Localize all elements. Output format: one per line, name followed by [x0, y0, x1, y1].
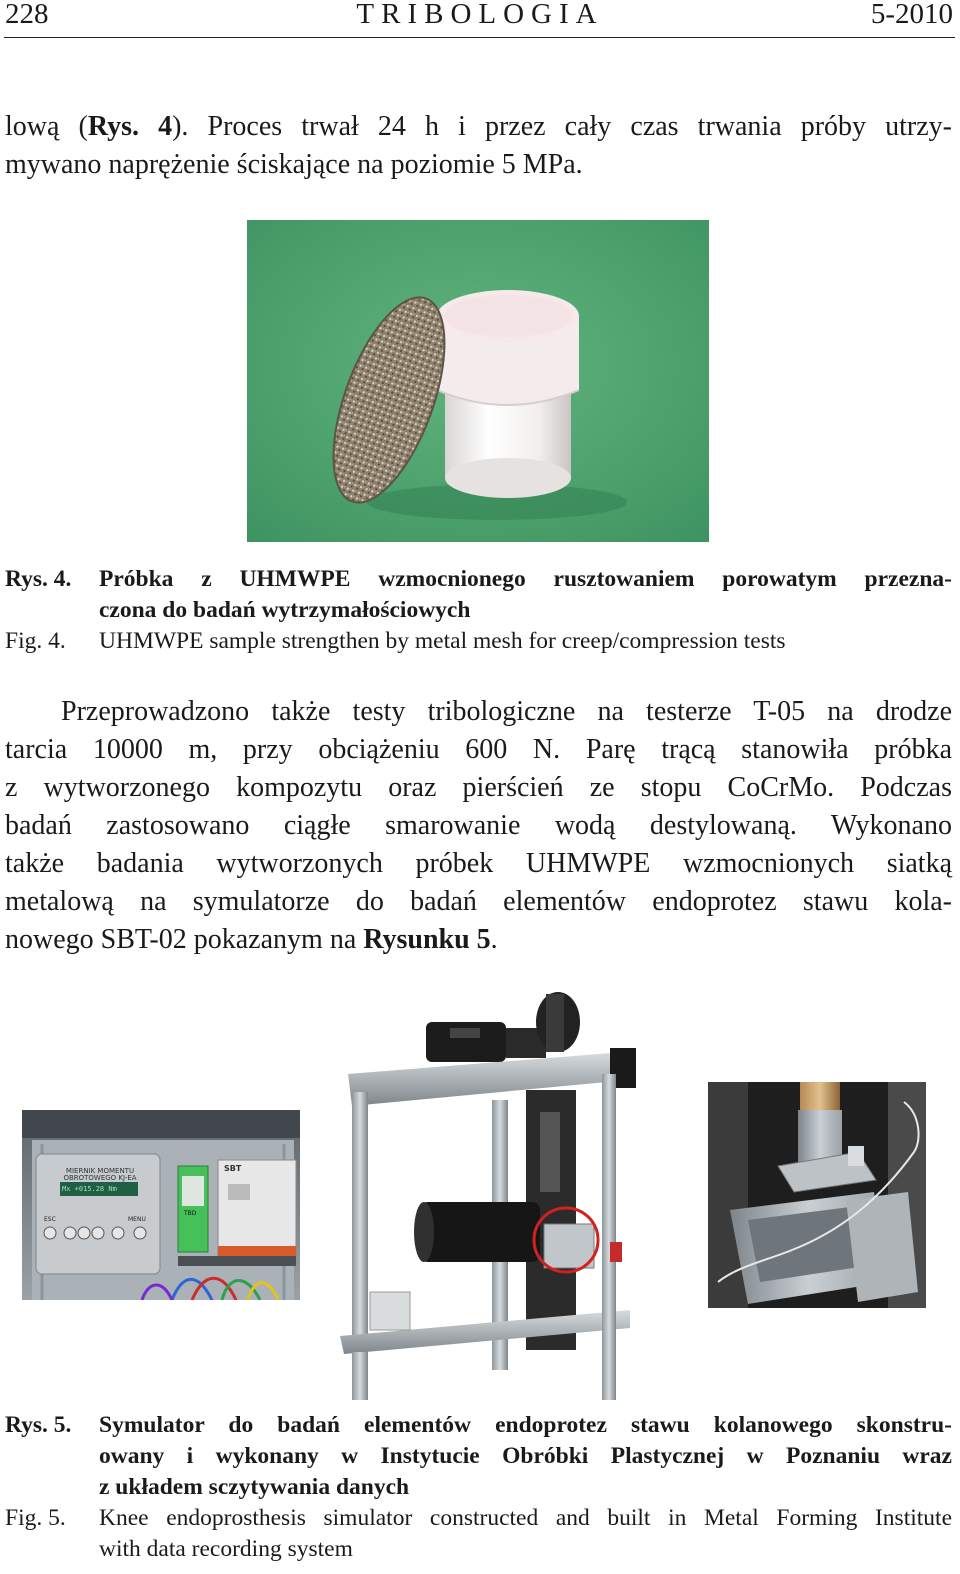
- journal-title: TRIBOLOGIA: [356, 0, 604, 30]
- figure-5-pl-label: Rys. 5.: [5, 1412, 72, 1438]
- main-line-2: tarcia 10000 m, przy obciążeniu 600 N. Parę trącą stanowiła próbka: [5, 734, 952, 765]
- figure-5-closeup-photo: [708, 1082, 926, 1308]
- intro-paragraph: [5, 108, 952, 184]
- closeup-image: [708, 1082, 926, 1308]
- meter-key-menu: MENU: [128, 1216, 146, 1223]
- meter-display: Mx +015.28 Nm: [62, 1185, 117, 1193]
- figure-4-en-caption: UHMWPE sample strengthen by metal mesh for creep/compression tests: [99, 628, 786, 654]
- main-line-1: Przeprowadzono także testy tribologiczne na testerze T-05 na drodze: [61, 696, 952, 727]
- sbt-brand: SBT: [224, 1164, 242, 1173]
- figure-5-meter-photo: [22, 1110, 300, 1300]
- simulator-image: [340, 992, 640, 1400]
- meter-key-esc: ESC: [44, 1216, 56, 1223]
- meter-title: MIERNIK MOMENTU OBROTOWEGO KJ-EA: [63, 1167, 137, 1182]
- figure-5-simulator-photo: [340, 992, 640, 1400]
- main-line-4: badań zastosowano ciągłe smarowanie wodą destylowaną. Wykonano: [5, 810, 952, 841]
- figure-4-en-label: Fig. 4.: [5, 628, 66, 654]
- meter-panel-image: [22, 1110, 300, 1300]
- page-number: 228: [5, 0, 49, 30]
- figure-ref-rysunku5: Rysunku 5: [363, 924, 491, 955]
- main-line-7: nowego SBT-02 pokazanym na Rysunku 5.: [5, 924, 498, 955]
- issue-number: 5-2010: [870, 0, 953, 30]
- figure-ref-rys4: Rys. 4: [87, 111, 173, 142]
- module-label: TBD: [184, 1210, 197, 1217]
- header-rule: [4, 37, 955, 38]
- figure-4-pl-caption: Próbka z UHMWPE wzmocnionego rusztowaniem porowatym przezna- czona do badań wytrzymałościowych: [99, 566, 952, 623]
- figure-5-caption: [5, 1410, 955, 1572]
- figure-4-caption: [5, 564, 955, 664]
- figure-5-en-label: Fig. 5.: [5, 1505, 66, 1531]
- figure-5-en-caption: Knee endoprosthesis simulator constructed and built in Metal Forming Institute with data recording system: [99, 1505, 952, 1562]
- main-paragraph: [5, 693, 952, 959]
- uhmwpe-sample-image: [247, 220, 709, 542]
- figure-5-pl-caption: Symulator do badań elementów endoprotez stawu kolanowego skonstru- owany i wykonany w Instytucie Obróbki Plastycznej w Poznaniu wraz z układem sczytywania danych: [99, 1412, 952, 1500]
- main-line-3: z wytworzonego kompozytu oraz pierścień ze stopu CoCrMo. Podczas: [5, 772, 952, 803]
- figure-4-pl-label: Rys. 4.: [5, 566, 72, 592]
- figure-4-photo: [247, 220, 709, 542]
- intro-line-2: mywano naprężenie ściskające na poziomie 5 MPa.: [5, 149, 583, 180]
- main-line-6: metalową na symulatorze do badań elementów endoprotez stawu kola-: [5, 886, 952, 917]
- intro-line-1: lową (Rys. 4). Proces trwał 24 h i przez cały czas trwania próby utrzy-: [5, 111, 952, 142]
- main-line-5: także badania wytworzonych próbek UHMWPE wzmocnionych siatką: [5, 848, 952, 879]
